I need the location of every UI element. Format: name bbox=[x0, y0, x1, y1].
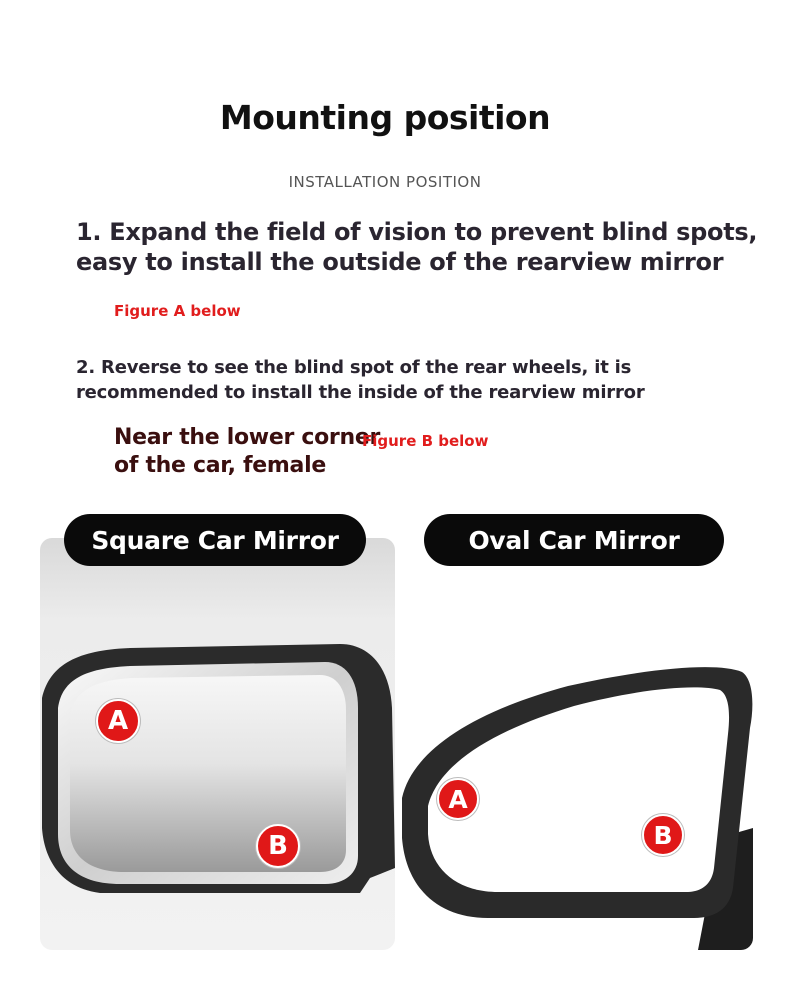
oval-mirror-illustration bbox=[398, 538, 753, 950]
instruction-1-line-2: easy to install the outside of the rearview mirror bbox=[76, 248, 724, 276]
oval-marker-a-text: A bbox=[448, 784, 468, 814]
instruction-2-line-2: recommended to install the inside of the rearview mirror bbox=[76, 382, 645, 403]
square-mirror-illustration bbox=[40, 538, 395, 950]
page-title: Mounting position bbox=[219, 98, 551, 137]
square-marker-b bbox=[256, 824, 300, 868]
oval-mirror-panel bbox=[398, 538, 753, 950]
square-marker-a-text: A bbox=[107, 706, 129, 736]
instruction-2-line-1: 2. Reverse to see the blind spot of the rear wheels, it is bbox=[76, 357, 632, 378]
instruction-1-line-1: 1. Expand the field of vision to prevent blind spots, bbox=[76, 218, 758, 246]
figure-b-label: Figure B below bbox=[362, 432, 489, 450]
square-marker-a bbox=[96, 699, 140, 743]
figure-a-label: Figure A below bbox=[114, 302, 241, 320]
placement-note-line-2: of the car, female bbox=[114, 453, 326, 478]
square-mirror-label: Square Car Mirror bbox=[64, 514, 366, 566]
placement-note-line-1: Near the lower corner bbox=[114, 425, 380, 450]
square-mirror-panel bbox=[40, 538, 395, 950]
placement-note bbox=[114, 424, 380, 480]
page-subtitle: INSTALLATION POSITION bbox=[288, 173, 482, 191]
oval-marker-b-text: B bbox=[653, 820, 673, 850]
oval-mirror-label: Oval Car Mirror bbox=[424, 514, 724, 566]
instruction-1 bbox=[76, 217, 757, 277]
oval-marker-b bbox=[642, 814, 684, 856]
oval-marker-a bbox=[437, 778, 479, 820]
square-marker-b-text: B bbox=[268, 831, 288, 861]
instruction-2 bbox=[76, 355, 645, 405]
